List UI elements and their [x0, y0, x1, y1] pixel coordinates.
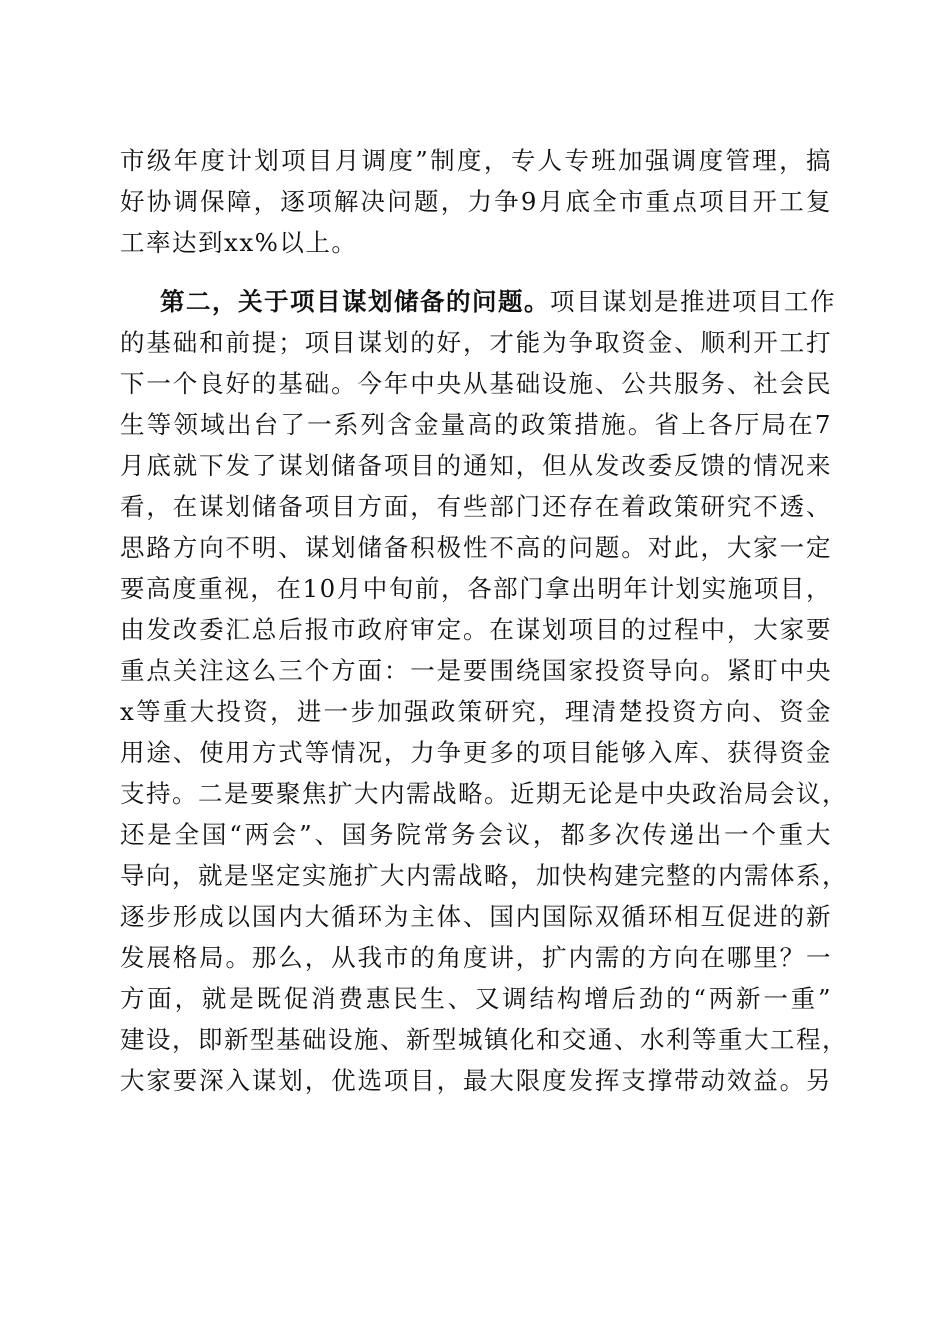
text-line: 大家要深入谋划，优选项目，最大限度发挥支撑带动效益。另	[120, 1066, 832, 1095]
text-line: x等重大投资，进一步加强政策研究，理清楚投资方向、资金	[120, 697, 832, 726]
text-line: 市级年度计划项目月调度”制度，专人专班加强调度管理，搞	[120, 146, 832, 175]
text-line: 下一个良好的基础。今年中央从基础设施、公共服务、社会民	[120, 369, 832, 398]
text-line: 要高度重视，在10月中旬前，各部门拿出明年计划实施项目，	[120, 574, 832, 603]
text-line: 方面，就是既促消费惠民生、又调结构增后劲的“两新一重”	[120, 984, 832, 1013]
text-line: 好协调保障，逐项解决问题，力争9月底全市重点项目开工复	[120, 187, 832, 216]
text-line: 还是全国“两会”、国务院常务会议，都多次传递出一个重大	[120, 820, 832, 849]
text-line: 生等领域出台了一系列含金量高的政策措施。省上各厅局在7	[120, 410, 832, 439]
text-line: 看，在谋划储备项目方面，有些部门还存在着政策研究不透、	[120, 492, 832, 521]
text-line: 导向，就是坚定实施扩大内需战略，加快构建完整的内需体系，	[120, 861, 848, 890]
paragraph-1	[120, 140, 832, 263]
text-line: 发展格局。那么，从我市的角度讲，扩内需的方向在哪里？一	[120, 943, 832, 972]
text-line: 思路方向不明、谋划储备积极性不高的问题。对此，大家一定	[120, 533, 832, 562]
text-line	[120, 281, 836, 322]
text-line	[120, 1101, 832, 1142]
text-line: 工率达到xx%以上。	[120, 228, 358, 257]
text-line: 逐步形成以国内大循环为主体、国内国际双循环相互促进的新	[120, 902, 832, 931]
text-line: 用途、使用方式等情况，力争更多的项目能够入库、获得资金	[120, 738, 832, 767]
section-heading: 第二，关于项目谋划储备的问题。	[160, 287, 550, 316]
text-line: 月底就下发了谋划储备项目的通知，但从发改委反馈的情况来	[120, 451, 832, 480]
section-lead-text: 项目谋划是推进项目工作	[550, 287, 836, 316]
text-line: 由发改委汇总后报市政府审定。在谋划项目的过程中，大家要	[120, 615, 832, 644]
text-line: 支持。二是要聚焦扩大内需战略。近期无论是中央政治局会议，	[120, 779, 848, 808]
paragraph-2	[120, 281, 848, 1142]
text-line: 的基础和前提；项目谋划的好，才能为争取资金、顺利开工打	[120, 328, 832, 357]
text-line: 建设，即新型基础设施、新型城镇化和交通、水利等重大工程，	[120, 1025, 848, 1054]
text-line: 重点关注这么三个方面：一是要围绕国家投资导向。紧盯中央	[120, 656, 832, 685]
